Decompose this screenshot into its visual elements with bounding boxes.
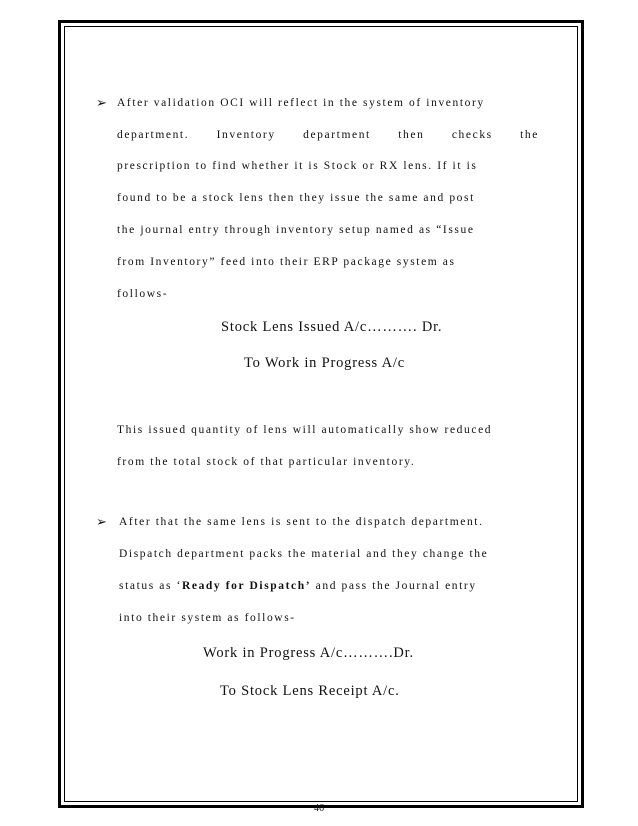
s1-line-3: prescription to find whether it is Stock or RX lens. If it is <box>117 160 478 172</box>
s2-line-3 <box>119 580 477 592</box>
s2-line-1: After that the same lens is sent to the dispatch department. <box>119 516 484 528</box>
s2-journal-debit: Work in Progress A/c……….Dr. <box>203 645 414 661</box>
s1-line-6: from Inventory” feed into their ERP package system as <box>117 256 456 268</box>
s1-line-5: the journal entry through inventory setup named as “Issue <box>117 224 475 236</box>
s1-journal-debit: Stock Lens Issued A/c………. Dr. <box>221 319 443 335</box>
page-number: 46 <box>314 803 324 814</box>
s2-journal-credit: To Stock Lens Receipt A/c. <box>220 683 400 699</box>
bullet-arrow-icon: ➢ <box>96 515 107 530</box>
s2-status-prefix: status as ‘ <box>119 580 182 592</box>
s2-status-bold: Ready for Dispatch’ <box>181 580 312 592</box>
s2-status-suffix: and pass the Journal entry <box>311 580 477 592</box>
s1-line-4: found to be a stock lens then they issue the same and post <box>117 192 475 204</box>
s2-line-4: into their system as follows- <box>119 612 296 624</box>
s1-journal-credit: To Work in Progress A/c <box>244 355 405 371</box>
s1-line-2: department. Inventory department then checks the <box>117 129 539 141</box>
bullet-arrow-icon: ➢ <box>96 96 107 111</box>
s1-line-1: After validation OCI will reflect in the system of inventory <box>117 97 485 109</box>
s1-line-7: follows- <box>117 288 169 300</box>
s2-line-2: Dispatch department packs the material and they change the <box>119 548 489 560</box>
s1-note-line-1: This issued quantity of lens will automatically show reduced <box>117 424 493 436</box>
s1-note-line-2: from the total stock of that particular inventory. <box>117 456 416 468</box>
